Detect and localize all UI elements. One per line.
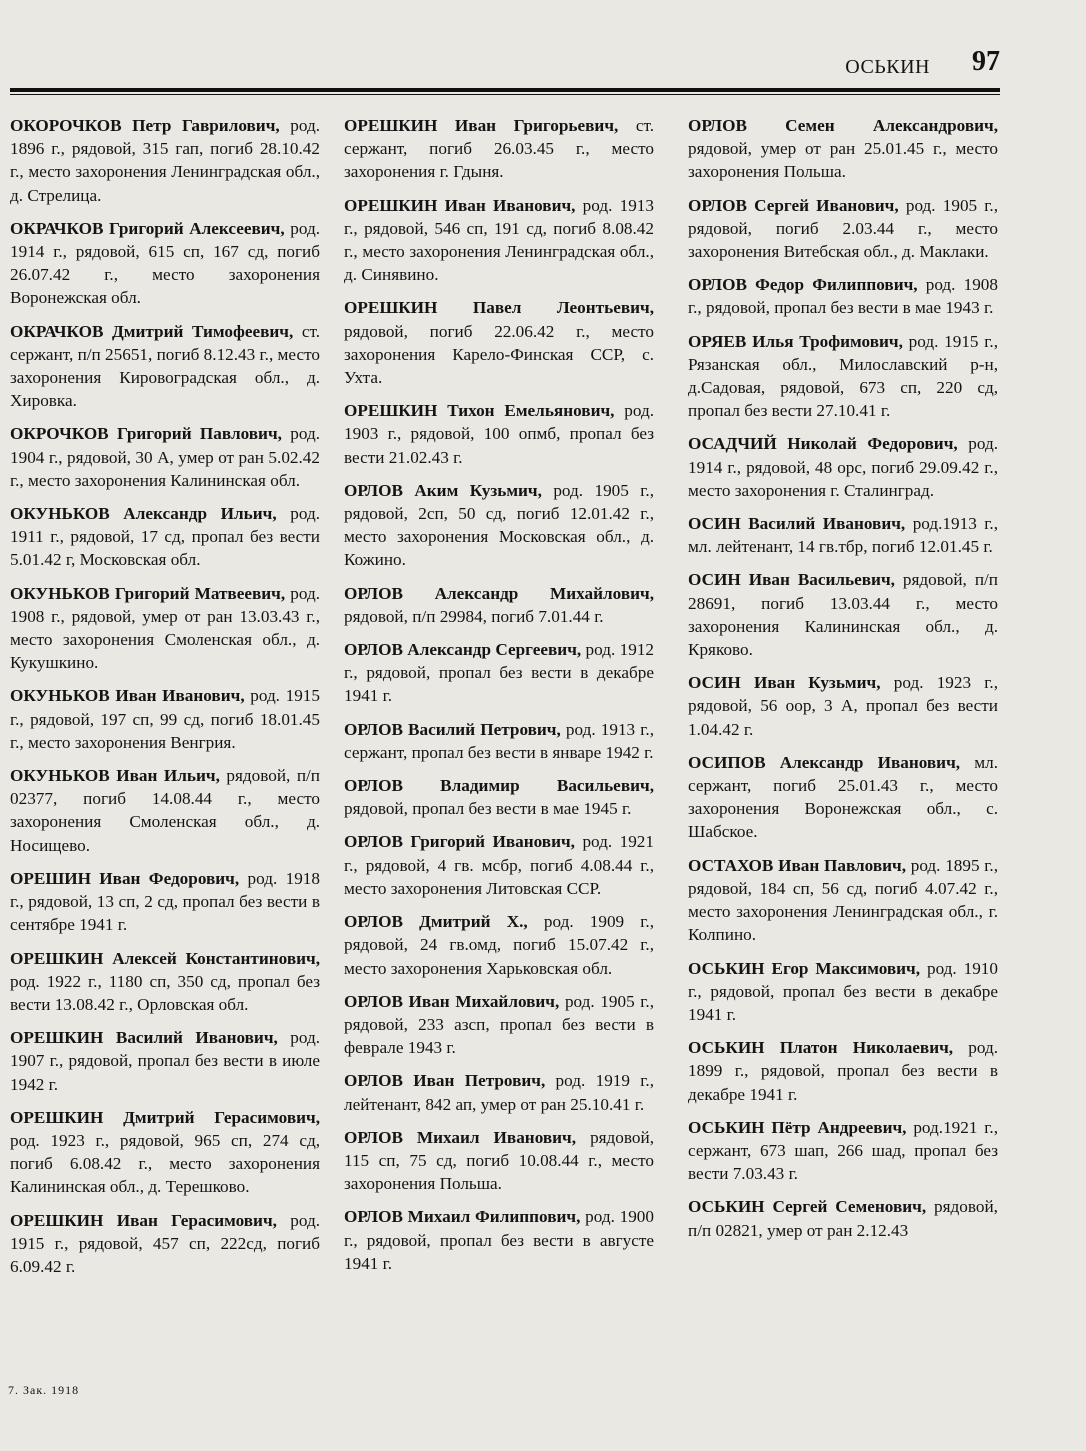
entry-details: рядовой, 115 сп, 75 сд, погиб 10.08.44 г., место захоронения Польша. (344, 1127, 654, 1194)
entry (344, 479, 654, 572)
entry (344, 296, 654, 389)
entry-name: ОРЕШКИН Дмитрий Герасимович, (10, 1107, 320, 1127)
header-rule-thin (10, 94, 1000, 95)
entry-details: род.1921 г., сержант, 673 шап, 266 шад, пропал без вести 7.03.43 г. (688, 1117, 999, 1184)
entry-name: ОСЬКИН Егор Максимович, (688, 958, 921, 978)
entry-name: ОСТАХОВ Иван Павлович, (688, 855, 906, 875)
entry-details: род. 1911 г., рядовой, 17 сд, пропал без вести 5.01.42 г, Московская обл. (10, 504, 320, 570)
entry-details: рядовой, погиб 22.06.42 г., место захоронения Карело-Финская ССР, с. Ухта. (344, 321, 654, 388)
entry-details: род. 1903 г., рядовой, 100 опмб, пропал без вести 21.02.43 г. (344, 401, 655, 467)
entry-details: род. 1921 г., рядовой, 4 гв. мсбр, погиб 4.08.44 г., место захоронения Литовская ССР. (344, 832, 654, 898)
entry (344, 638, 654, 708)
entry (688, 512, 998, 558)
entry-name: ОРЛОВ Семен Александрович, (688, 116, 998, 135)
entry (10, 217, 320, 310)
entry-name: ОКУНЬКОВ Иван Ильич, (10, 766, 220, 786)
entry (688, 194, 998, 264)
header-rule-thick (10, 88, 1000, 92)
entry-details: мл. сержант, погиб 25.01.43 г., место захоронения Воронежская обл., с. Шабское. (688, 752, 998, 842)
entry-name: ОСИН Иван Васильевич, (688, 570, 895, 590)
entry-details: род. 1923 г., рядовой, 56 оор, 3 А, пропал без вести 1.04.42 г. (688, 673, 999, 739)
entry (344, 1205, 654, 1275)
entry-details: род. 1913 г., рядовой, 546 сп, 191 сд, погиб 8.08.42 г., место захоронения Ленинградская обл., д. Синявино. (344, 195, 654, 285)
entry-details: род. 1899 г., рядовой, пропал без вести в декабре 1941 г. (688, 1038, 998, 1104)
entry-details: род. 1900 г., рядовой, пропал без вести в августе 1941 г. (344, 1207, 654, 1273)
entry-details: род. 1915 г., Рязанская обл., Милославский р-н, д.Садовая, рядовой, 673 сп, 220 сд, пропал без вести 27.10.41 г. (688, 331, 999, 421)
entry-details: рядовой, пропал без вести в мае 1945 г. (344, 799, 632, 819)
entry (344, 114, 654, 184)
running-head: ОСЬКИН (845, 56, 930, 78)
entry-name: ОСЬКИН Платон Николаевич, (688, 1038, 954, 1058)
entry-details: рядовой, п/п 02821, умер от ран 2.12.43 (688, 1197, 998, 1240)
entry (344, 830, 654, 900)
entry-name: ОРЯЕВ Илья Трофимович, (688, 331, 903, 351)
entry (10, 582, 320, 675)
entry (10, 1209, 320, 1279)
entry (344, 910, 654, 980)
column-1 (10, 114, 320, 1288)
entry-name: ОСИПОВ Александр Иванович, (688, 752, 961, 772)
entry-details: род. 1918 г., рядовой, 13 сп, 2 сд, пропал без вести в сентябре 1941 г. (10, 868, 320, 935)
printer-imprint: 7. Зак. 1918 (8, 1383, 80, 1397)
entry-details: род. 1923 г., рядовой, 965 сп, 274 сд, погиб 6.08.42 г., место захоронения Калининская обл., д. Терешково. (10, 1130, 320, 1197)
entry-details: род. 1919 г., лейтенант, 842 ап, умер от ран 25.10.41 г. (344, 1071, 654, 1114)
entry-details: род. 1908 г., рядовой, умер от ран 13.03.43 г., место захоронения Смоленская обл., д. Кукушкино. (10, 583, 320, 673)
entry-details: род. 1909 г., рядовой, 24 гв.омд, погиб 15.07.42 г., место захоронения Харьковская обл. (344, 912, 655, 978)
entry-name: ОРЛОВ Сергей Иванович, (688, 195, 899, 215)
entry-name: ОРЕШКИН Иван Григорьевич, (344, 116, 619, 135)
entry-name: ОРЛОВ Григорий Иванович, (344, 832, 575, 852)
entry-details: род. 1913 г., сержант, пропал без вести в январе 1942 г. (344, 719, 654, 762)
entry-details: рядовой, умер от ран 25.01.45 г., место захоронения Польша. (688, 139, 998, 182)
entry-name: ОРЛОВ Александр Михайлович, (344, 583, 654, 603)
entry (344, 718, 654, 764)
entry-details: род. 1914 г., рядовой, 615 сп, 167 сд, погиб 26.07.42 г., место захоронения Воронежская обл. (10, 218, 320, 308)
entry-name: ОРЕШКИН Иван Герасимович, (10, 1210, 277, 1230)
entry-name: ОКУНЬКОВ Григорий Матвеевич, (10, 583, 286, 603)
entry (344, 194, 654, 287)
page-number: 97 (972, 46, 1000, 77)
entry (10, 764, 320, 857)
entry-details: род. 1895 г., рядовой, 184 сп, 56 сд, погиб 4.07.42 г., место захоронения Ленинградская обл., г. Колпино. (688, 855, 999, 945)
entry-name: ОРЕШКИН Иван Иванович, (344, 195, 576, 215)
entry-name: ОРЛОВ Владимир Васильевич, (344, 776, 654, 796)
entry-details: ст. сержант, п/п 25651, погиб 8.12.43 г., место захоронения Кировоградская обл., д. Хировка. (10, 321, 320, 411)
entry (344, 1069, 654, 1115)
page-header (10, 44, 1000, 88)
entry (688, 854, 998, 947)
entry-name: ОРЛОВ Иван Михайлович, (344, 991, 560, 1011)
entry-name: ОКРОЧКОВ Григорий Павлович, (10, 424, 282, 444)
entry (688, 957, 998, 1027)
entry-name: ОРЕШКИН Василий Иванович, (10, 1028, 278, 1048)
entry-details: род. 1912 г., рядовой, пропал без вести в декабре 1941 г. (344, 640, 655, 706)
entry-details: род. 1908 г., рядовой, пропал без вести в мае 1943 г. (688, 275, 998, 318)
entry (10, 1026, 320, 1096)
entry (10, 502, 320, 572)
entries-columns (10, 114, 1000, 1314)
entry-name: ОРЕШКИН Тихон Емельянович, (344, 401, 615, 421)
entry-details: рядовой, п/п 29984, погиб 7.01.44 г. (344, 606, 604, 626)
entry (344, 1126, 654, 1196)
entry-name: ОРЛОВ Федор Филиппович, (688, 275, 918, 295)
entry-details: ст. сержант, погиб 26.03.45 г., место захоронения г. Гдыня. (344, 116, 654, 182)
entry (10, 1106, 320, 1199)
entry-name: ОРЛОВ Александр Сергеевич, (344, 640, 582, 660)
entry (688, 330, 998, 423)
entry-name: ОКУНЬКОВ Иван Иванович, (10, 686, 245, 706)
entry (688, 1195, 998, 1241)
entry-details: род. 1905 г., рядовой, 2сп, 50 сд, погиб 12.01.42 г., место захоронения Московская обл., д. Кожино. (344, 480, 654, 570)
entry-name: ОКРАЧКОВ Григорий Алексеевич, (10, 218, 285, 238)
entry (344, 990, 654, 1060)
entry (688, 1116, 998, 1186)
entry (10, 947, 320, 1017)
entry (10, 320, 320, 413)
entry-details: род. 1922 г., 1180 сп, 350 сд, пропал без вести 13.08.42 г., Орловская обл. (10, 971, 320, 1014)
entry (688, 1036, 998, 1106)
entry-name: ОРЕШИН Иван Федорович, (10, 868, 240, 888)
entry-name: ОРЛОВ Аким Кузьмич, (344, 480, 542, 500)
entry (688, 273, 998, 319)
entry-details: род. 1915 г., рядовой, 197 сп, 99 сд, погиб 18.01.45 г., место захоронения Венгрия. (10, 686, 320, 752)
entry (344, 774, 654, 820)
column-3 (688, 114, 998, 1252)
entry-details: род. 1905 г., рядовой, погиб 2.03.44 г., место захоронения Витебская обл., д. Маклаки. (688, 195, 999, 262)
entry-name: ОКОРОЧКОВ Петр Гаврилович, (10, 116, 280, 135)
entry-name: ОКРАЧКОВ Дмитрий Тимофеевич, (10, 321, 294, 341)
column-2 (344, 114, 654, 1285)
entry (10, 114, 320, 207)
entry (10, 867, 320, 937)
entry-details: род. 1904 г., рядовой, 30 А, умер от ран 5.02.42 г., место захоронения Калининская обл. (10, 424, 320, 490)
entry-details: род. 1907 г., рядовой, пропал без вести в июле 1942 г. (10, 1028, 321, 1094)
entry (344, 399, 654, 469)
entry-name: ОРЛОВ Михаил Иванович, (344, 1127, 577, 1147)
entry (688, 432, 998, 502)
entry-name: ОРЕШКИН Алексей Константинович, (10, 948, 320, 968)
entry-name: ОРЛОВ Дмитрий Х., (344, 912, 528, 932)
entry-details: рядовой, п/п 02377, погиб 14.08.44 г., место захоронения Смоленская обл., д. Носищево. (10, 766, 320, 855)
entry (688, 751, 998, 844)
entry-name: ОКУНЬКОВ Александр Ильич, (10, 504, 277, 524)
entry-details: род. 1896 г., рядовой, 315 гап, погиб 28.10.42 г., место захоронения Ленинградская обл., д. Стрелица. (10, 116, 321, 205)
entry-name: ОСАДЧИЙ Николай Федорович, (688, 434, 958, 454)
entry-name: ОРЛОВ Михаил Филиппович, (344, 1207, 581, 1227)
entry (10, 684, 320, 754)
entry (688, 568, 998, 661)
entry-details: род. 1914 г., рядовой, 48 орс, погиб 29.09.42 г., место захоронения г. Сталинград. (688, 434, 998, 500)
entry-details: род. 1915 г., рядовой, 457 сп, 222сд, погиб 6.09.42 г. (10, 1210, 320, 1276)
entry (344, 582, 654, 628)
entry-name: ОСИН Василий Иванович, (688, 514, 906, 534)
entry-name: ОРЛОВ Иван Петрович, (344, 1071, 546, 1091)
entry-details: род.1913 г., мл. лейтенант, 14 гв.тбр, погиб 12.01.45 г. (688, 514, 998, 557)
entry-details: род. 1910 г., рядовой, пропал без вести в декабре 1941 г. (688, 958, 998, 1024)
entry (688, 114, 998, 184)
entry (688, 671, 998, 741)
entry-name: ОРЕШКИН Павел Леонтьевич, (344, 298, 654, 318)
entry-name: ОСЬКИН Пётр Андреевич, (688, 1117, 907, 1137)
entry-name: ОСЬКИН Сергей Семенович, (688, 1197, 927, 1217)
entry-name: ОРЛОВ Василий Петрович, (344, 719, 561, 739)
entry-name: ОСИН Иван Кузьмич, (688, 673, 881, 693)
entry (10, 422, 320, 492)
entry-details: род. 1905 г., рядовой, 233 азсп, пропал без вести в феврале 1943 г. (344, 991, 654, 1058)
entry-details: рядовой, п/п 28691, погиб 13.03.44 г., место захоронения Калининская обл., д. Кряково. (688, 570, 998, 660)
